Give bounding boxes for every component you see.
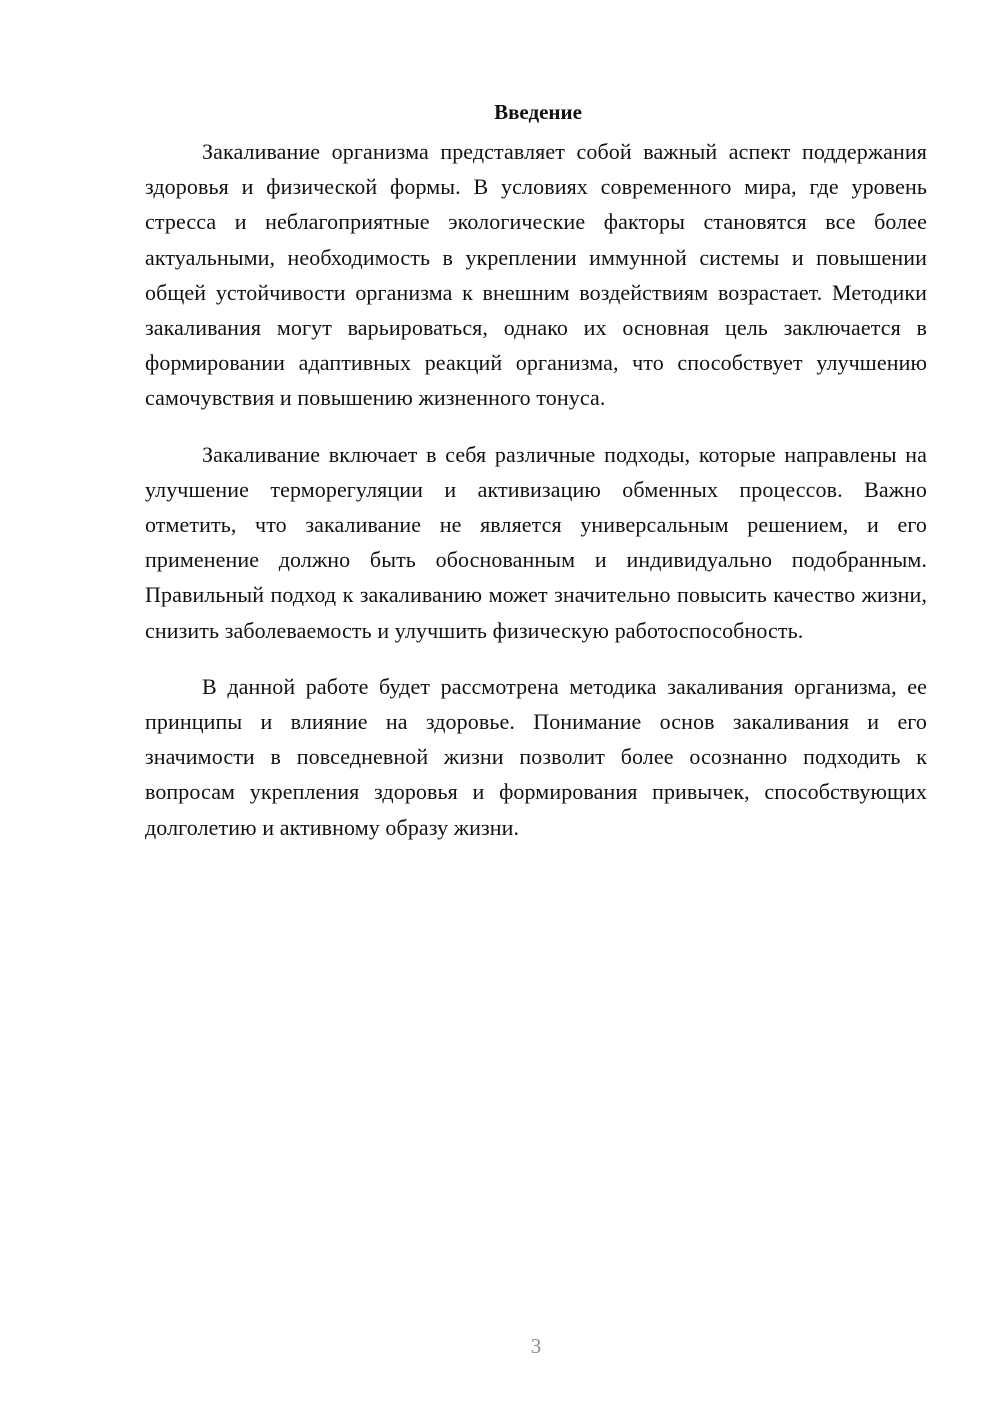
page-number: 3 bbox=[530, 1334, 542, 1358]
paragraph-2: Закаливание включает в себя различные подходы, которые направлены на улучшение терморегуляции и активизацию обменных процессов. Важно отметить, что закаливание не является универсальным решением, и его применение должно быть обоснованным и индивидуально подобранным. Правильный подход к закаливанию может значительно повысить качество жизни, снизить заболеваемость и улучшить физическую работоспособность. bbox=[145, 441, 927, 643]
paragraph-1: Закаливание организма представляет собой важный аспект поддержания здоровья и физической формы. В условиях современного мира, где уровень стресса и неблагоприятные экологические факторы становятся все более актуальными, необходимость в укреплении иммунной системы и повышении общей устойчивости организма к внешним воздействиям возрастает. Методики закаливания могут варьироваться, однако их основная цель заключается в формировании адаптивных реакций организма, что способствует улучшению самочувствия и повышению жизненного тонуса. bbox=[145, 139, 927, 411]
paragraph-3: В данной работе будет рассмотрена методика закаливания организма, ее принципы и влияние на здоровье. Понимание основ закаливания и его значимости в повседневной жизни позволит более осознанно подходить к вопросам укрепления здоровья и формирования привычек, способствующих долголетию и активному образу жизни. bbox=[145, 673, 927, 840]
section-title: Введение bbox=[494, 100, 582, 124]
page-content bbox=[145, 96, 927, 866]
